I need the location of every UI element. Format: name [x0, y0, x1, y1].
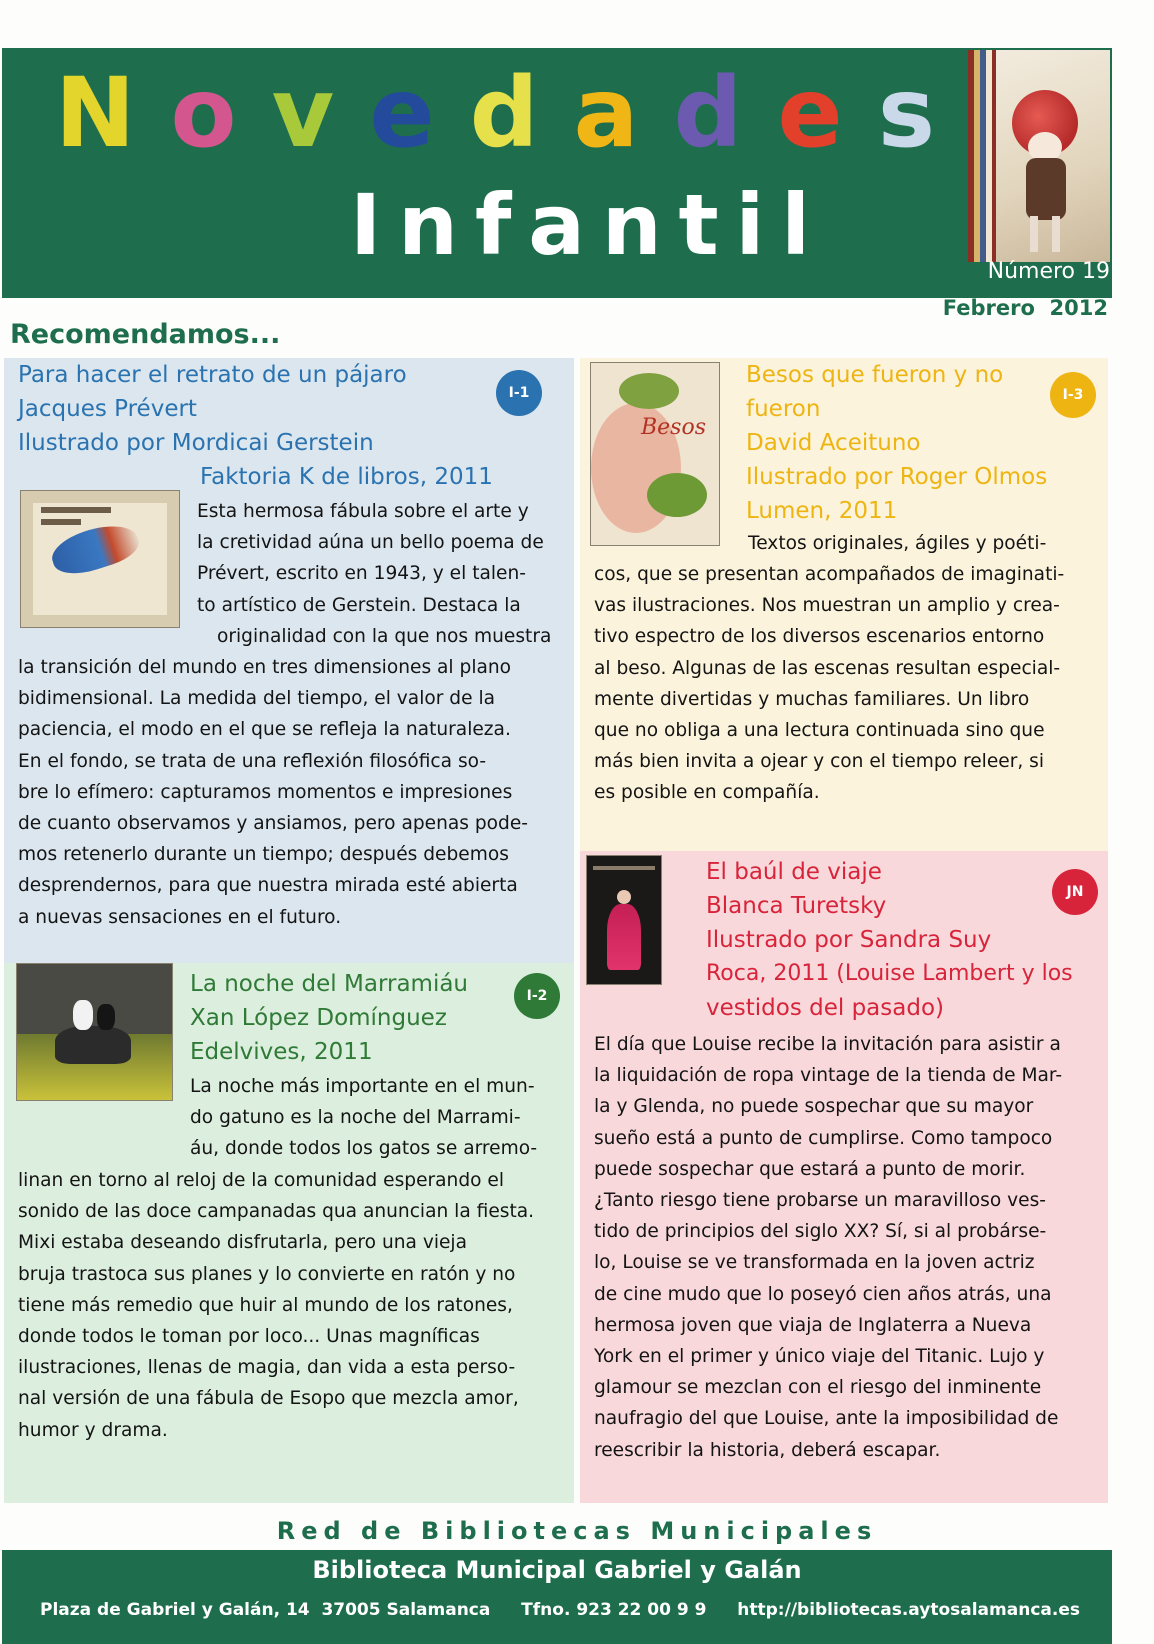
text-line: El día que Louise recibe la invitación para asistir a — [594, 1034, 1061, 1055]
title-letter: e — [369, 57, 435, 169]
book-title: Para hacer el retrato de un pájaro — [18, 362, 407, 388]
section-heading: Recomendamos... — [10, 319, 281, 350]
text-line: desprendernos, para que nuestra mirada esté abierta — [18, 875, 518, 897]
frog-graphic — [647, 473, 707, 517]
book-description — [18, 652, 568, 933]
doll-leg-graphic — [1030, 216, 1038, 252]
text-line: En el fondo, se trata de una reflexión filosófica so- — [18, 750, 487, 772]
white-cat-graphic — [73, 1000, 93, 1030]
frog-graphic — [619, 373, 679, 409]
text-line: to artístico de Gerstein. Destaca la — [197, 594, 521, 616]
bookshelf-graphic — [968, 50, 996, 262]
book-description-wrap — [197, 496, 567, 652]
text-line: bidimensional. La medida del tiempo, el valor de la — [18, 688, 496, 710]
text-line: lo, Louise se ve transformada en la joven actriz — [594, 1252, 1035, 1274]
issue-date: Febrero 2012 — [942, 296, 1108, 320]
text-line: paciencia, el modo en el que se refleja la naturaleza. — [18, 719, 511, 741]
book-description-wrap — [190, 1071, 570, 1165]
pink-dress-graphic — [607, 904, 641, 970]
subtitle-letter: a — [528, 176, 585, 274]
book-author: David Aceituno — [746, 430, 921, 456]
doll-leg-graphic — [1052, 216, 1060, 252]
library-network: Red de Bibliotecas Municipales — [276, 1517, 878, 1545]
subtitle-letter: l — [781, 176, 810, 274]
book-panel-3 — [580, 358, 1108, 851]
title-letter: s — [877, 57, 935, 169]
age-badge: I-2 — [514, 973, 560, 1019]
text-line: la liquidación de ropa vintage de la tienda de Mar- — [594, 1065, 1063, 1087]
book-panel-4 — [580, 851, 1108, 1503]
text-line: más bien invita a ojear y con el tiempo releer, si — [594, 751, 1045, 773]
text-line: Mixi estaba deseando disfrutarla, pero una vieja — [18, 1232, 467, 1254]
text-line: hermosa joven que viaja de Inglaterra a Nueva — [594, 1314, 1032, 1336]
book-cover-2 — [16, 963, 173, 1101]
book-author: Xan López Domínguez — [190, 1005, 447, 1031]
book-cover-3 — [590, 362, 720, 546]
cover-title-graphic — [593, 866, 655, 870]
book-panel-2 — [4, 963, 574, 1503]
book-publisher: Faktoria K de libros, 2011 — [200, 464, 493, 490]
book-description-wrap — [748, 528, 1098, 559]
age-badge: JN — [1052, 869, 1098, 915]
text-line: originalidad con la que nos muestra — [217, 625, 552, 647]
text-line: áu, donde todos los gatos se arremo- — [190, 1138, 538, 1160]
text-line: ¿Tanto riesgo tiene probarse un maravilloso ves- — [594, 1190, 1046, 1212]
text-line: humor y drama. — [18, 1419, 168, 1441]
library-url[interactable]: http://bibliotecas.aytosalamanca.es — [737, 1600, 1080, 1620]
text-line: al beso. Algunas de las escenas resultan especial- — [594, 657, 1061, 679]
text-line: mos retenerlo durante un tiempo; después debemos — [18, 844, 509, 866]
book-title: Besos que fueron y no — [746, 362, 1004, 388]
book-publisher: Roca, 2011 (Louise Lambert y los — [706, 961, 1073, 986]
text-line: mente divertidas y muchas familiares. Un libro — [594, 688, 1030, 710]
text-line: bre lo efímero: capturamos momentos e impresiones — [18, 781, 513, 803]
text-line: ilustraciones, llenas de magia, dan vida a esta perso- — [18, 1357, 516, 1379]
black-cat-graphic — [97, 1004, 115, 1030]
text-line: York en el primer y único viaje del Titanic. Lujo y — [594, 1346, 1045, 1368]
book-publisher-cont: vestidos del pasado) — [706, 995, 944, 1021]
book-illustrator: Ilustrado por Sandra Suy — [706, 927, 992, 953]
text-line: nal versión de una fábula de Esopo que mezcla amor, — [18, 1388, 519, 1410]
book-panel-1 — [4, 358, 574, 963]
text-line: sueño está a punto de cumplirse. Como tampoco — [594, 1127, 1053, 1149]
text-line: vas ilustraciones. Nos muestran un amplio y crea- — [594, 595, 1060, 617]
text-line: tiene más remedio que huir al mundo de los ratones, — [18, 1294, 513, 1316]
book-author: Jacques Prévert — [18, 396, 197, 422]
pot-graphic — [55, 1026, 131, 1064]
subtitle-letter: f — [474, 176, 512, 274]
book-title: La noche del Marramiáu — [190, 971, 469, 997]
doll-body-graphic — [1026, 158, 1066, 220]
subtitle-letter: n — [398, 176, 458, 274]
header-illustration — [968, 50, 1110, 262]
text-line: la transición del mundo en tres dimensiones al plano — [18, 657, 512, 678]
text-line: a nuevas sensaciones en el futuro. — [18, 906, 342, 928]
title-novedades — [55, 58, 935, 168]
library-address: Plaza de Gabriel y Galán, 14 37005 Salamanca — [40, 1600, 491, 1620]
text-line: La noche más importante en el mun- — [190, 1076, 535, 1097]
title-letter: a — [573, 57, 639, 169]
text-line: Textos originales, ágiles y poéti- — [748, 533, 1047, 554]
library-name: Biblioteca Municipal Gabriel y Galán — [312, 1556, 802, 1584]
title-letter: o — [170, 57, 237, 169]
title-letter: d — [673, 57, 743, 169]
text-line: que no obliga a una lectura continuada sino que — [594, 720, 1045, 742]
book-title: El baúl de viaje — [706, 859, 882, 885]
text-line: reescribir la historia, deberá escapar. — [594, 1439, 941, 1461]
library-phone: Tfno. 923 22 00 9 9 — [521, 1600, 707, 1620]
subtitle-letter: i — [735, 176, 765, 274]
text-line: Prévert, escrito en 1943, y el talen- — [197, 563, 526, 585]
text-line: tido de principios del siglo XX? Sí, si al probárse- — [594, 1221, 1047, 1243]
cover-caption: Besos — [641, 415, 707, 440]
text-line: linan en torno al reloj de la comunidad esperando el — [18, 1170, 505, 1191]
title-letter: v — [271, 57, 335, 169]
book-description — [594, 1029, 1104, 1466]
subtitle-letter: n — [601, 176, 662, 274]
text-line: cos, que se presentan acompañados de imaginati- — [594, 564, 1065, 585]
book-author: Blanca Turetsky — [706, 893, 887, 919]
cover-title-graphic — [41, 507, 111, 513]
age-badge: I-1 — [496, 370, 542, 416]
footer-contact — [40, 1593, 1080, 1627]
text-line: donde todos le toman por loco... Unas magníficas — [18, 1326, 480, 1348]
title-letter: e — [777, 57, 843, 169]
book-cover-1 — [20, 490, 180, 628]
text-line: tivo espectro de los diversos escenarios entorno — [594, 626, 1045, 648]
text-line: puede sospechar que estará a punto de morir. — [594, 1158, 1026, 1180]
book-description — [594, 559, 1102, 809]
text-line: sonido de las doce campanadas qua anuncian la fiesta. — [18, 1201, 535, 1223]
book-publisher: Edelvives, 2011 — [190, 1039, 373, 1065]
text-line: de cuanto observamos y ansiamos, pero apenas pode- — [18, 813, 528, 835]
woman-head-graphic — [617, 890, 631, 904]
text-line: la y Glenda, no puede sospechar que su mayor — [594, 1096, 1034, 1118]
text-line: do gatuno es la noche del Marrami- — [190, 1107, 521, 1129]
book-description — [18, 1165, 570, 1446]
book-publisher: Lumen, 2011 — [746, 498, 898, 524]
book-illustrator: Ilustrado por Roger Olmos — [746, 464, 1048, 490]
age-badge: I-3 — [1050, 372, 1096, 418]
book-cover-4 — [586, 855, 662, 985]
issue-number: Número 19 — [987, 259, 1110, 284]
title-letter: d — [469, 57, 539, 169]
text-line: glamour se mezclan con el riesgo del inminente — [594, 1377, 1042, 1399]
title-infantil — [350, 175, 810, 275]
text-line: es posible en compañía. — [594, 782, 820, 804]
title-letter: N — [55, 57, 136, 169]
book-illustrator: Ilustrado por Mordicai Gerstein — [18, 430, 374, 456]
text-line: Esta hermosa fábula sobre el arte y — [197, 501, 529, 522]
text-line: bruja trastoca sus planes y lo convierte en ratón y no — [18, 1263, 516, 1285]
text-line: la cretividad aúna un bello poema de — [197, 532, 544, 554]
book-title-cont: fueron — [746, 396, 821, 422]
text-line: naufragio del que Louise, ante la imposibilidad de — [594, 1408, 1059, 1430]
subtitle-letter: t — [678, 176, 719, 274]
subtitle-letter: I — [350, 176, 382, 274]
text-line: de cine mudo que lo poseyó cien años atrás, una — [594, 1283, 1052, 1305]
cover-title-graphic — [41, 519, 81, 525]
